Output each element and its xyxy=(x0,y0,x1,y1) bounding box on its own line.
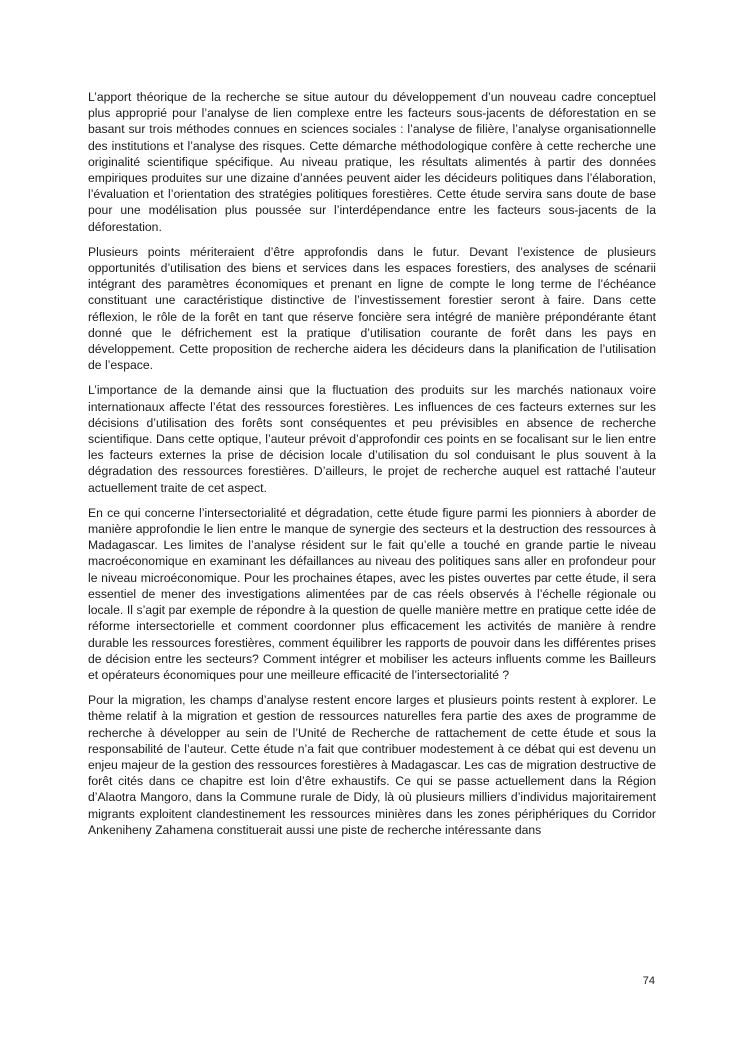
document-body xyxy=(88,89,656,847)
paragraph-future-research: Plusieurs points mériteraient d’être approfondis dans le futur. Devant l’existence de plusieurs opportunités d’utilisation des biens et services dans les espaces forestiers, des analyses de scénarii intégrant des paramètres économiques et prenant en ligne de compte le long terme de l’échéance constituant une caractéristique distinctive de l’investissement forestier seront à faire. Dans cette réflexion, le rôle de la forêt en tant que réserve foncière sera intégré de manière prépondérante étant donné que le défrichement est la pratique d’utilisation courante de forêt dans les pays en développement. Cette proposition de recherche aidera les décideurs dans la planification de l’utilisation de l’espace. xyxy=(88,244,656,373)
paragraph-theoretical-contribution: L’apport théorique de la recherche se situe autour du développement d’un nouveau cadre conceptuel plus approprié pour l’analyse de lien complexe entre les facteurs sous-jacents de déforestation en se basant sur trois méthodes connues en sciences sociales : l’analyse de filière, l’analyse organisationnelle des institutions et l’analyse des risques. Cette démarche méthodologique confère à cette recherche une originalité scientifique spécifique. Au niveau pratique, les résultats alimentés à partir des données empiriques produites sur une dizaine d’années peuvent aider les décideurs politiques dans l’élaboration, l’évaluation et l’orientation des stratégies politiques forestières. Cette étude servira sans doute de base pour une modélisation plus poussée sur l’interdépendance entre les facteurs sous-jacents de la déforestation. xyxy=(88,90,656,234)
paragraph-market-demand: L’importance de la demande ainsi que la fluctuation des produits sur les marchés nationaux voire internationaux affecte l’état des ressources forestières. Les influences de ces facteurs externes sur les décisions d’utilisation des forêts sont conséquentes et peu prévisibles en absence de recherche scientifique. Dans cette optique, l’auteur prévoit d’approfondir ces points en se focalisant sur le lien entre les facteurs externes la prise de décision locale d’utilisation du sol conduisant le plus souvent à la dégradation des ressources forestières. D’ailleurs, le projet de recherche auquel est rattaché l’auteur actuellement traite de cet aspect. xyxy=(88,383,656,495)
paragraph-migration: Pour la migration, les champs d’analyse restent encore larges et plusieurs points restent à explorer. Le thème relatif à la migration et gestion de ressources naturelles fera partie des axes de programme de recherche à développer au sein de l’Unité de Recherche de rattachement de cette étude et sous la responsabilité de l’auteur. Cette étude n’a fait que contribuer modestement à ce débat qui est devenu un enjeu majeur de la gestion des ressources forestières à Madagascar. Les cas de migration destructive de forêt cités dans ce chapitre est loin d’être exhaustifs. Ce qui se passe actuellement dans la Région d’Alaotra Mangoro, dans la Commune rurale de Didy, là où plusieurs milliers d’individus majoritairement migrants exploitent clandestinement les ressources minières dans les zones périphériques du Corridor Ankeniheny Zahamena constituerait aussi une piste de recherche intéressante dans xyxy=(88,693,656,837)
page-number: 74 xyxy=(642,975,655,987)
paragraph-intersectoriality: En ce qui concerne l’intersectorialité et dégradation, cette étude figure parmi les pionniers à aborder de manière approfondie le lien entre le manque de synergie des secteurs et la destruction des ressources à Madagascar. Les limites de l’analyse résident sur le fait qu’elle a touché en grande partie le niveau macroéconomique en examinant les défaillances au niveau des politiques sans aller en profondeur pour le niveau microéconomique. Pour les prochaines étapes, avec les pistes ouvertes par cette étude, il sera essentiel de mener des investigations alimentées par de cas réels observés à l’échelle régionale ou locale. Il s’agit par exemple de répondre à la question de quelle manière mettre en pratique cette idée de réforme intersectorielle et comment coordonner plus efficacement les activités de manière à rendre durable les ressources forestières, comment équilibrer les rapports de pouvoir dans les différentes prises de décision entre les secteurs? Comment intégrer et mobiliser les acteurs influents comme les Bailleurs et opérateurs économiques pour une meilleure efficacité de l’intersectorialité ? xyxy=(88,505,656,682)
